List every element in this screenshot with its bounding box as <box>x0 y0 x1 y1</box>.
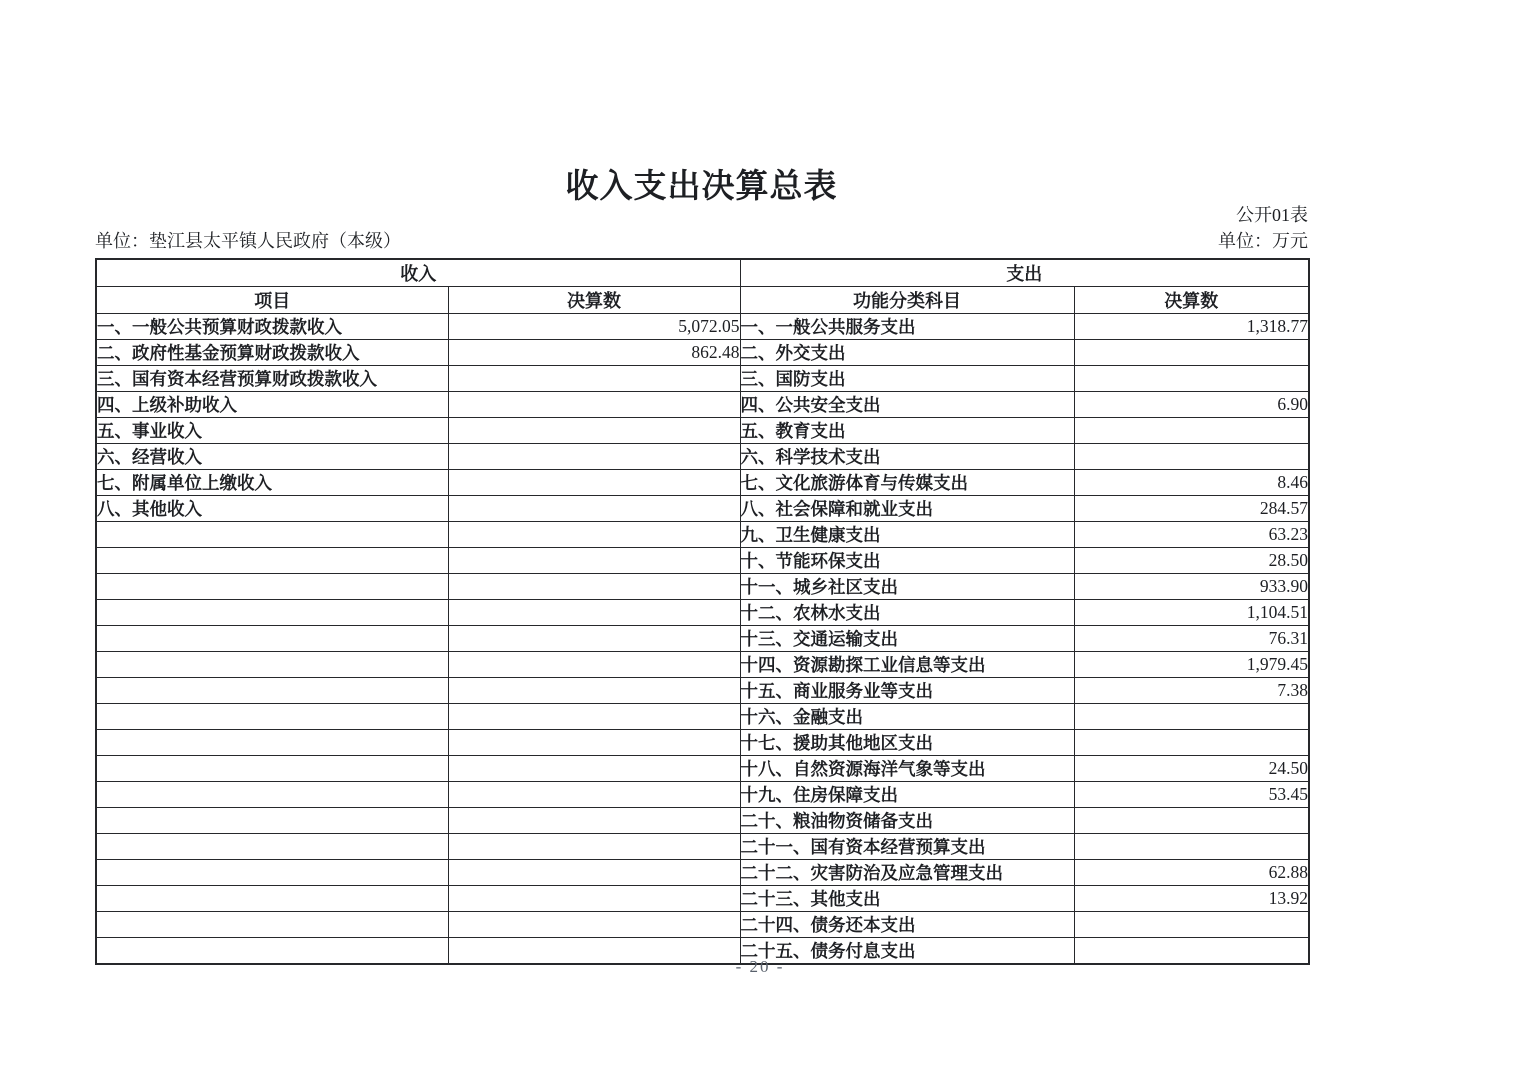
expense-item-header: 功能分类科目 <box>740 287 1074 314</box>
income-amount-cell <box>448 886 740 912</box>
income-item-cell <box>96 834 448 860</box>
expense-item-cell: 八、社会保障和就业支出 <box>740 496 1074 522</box>
income-amount-cell <box>448 756 740 782</box>
income-amount-cell <box>448 600 740 626</box>
expense-amount-cell: 6.90 <box>1074 392 1309 418</box>
table-row <box>96 444 1309 470</box>
expense-amount-cell: 24.50 <box>1074 756 1309 782</box>
expense-amount-cell <box>1074 340 1309 366</box>
expense-amount-cell <box>1074 418 1309 444</box>
income-item-cell <box>96 912 448 938</box>
expense-item-cell: 二十、粮油物资储备支出 <box>740 808 1074 834</box>
income-item-header: 项目 <box>96 287 448 314</box>
income-amount-cell <box>448 574 740 600</box>
unit-name-label: 单位：垫江县太平镇人民政府（本级） <box>95 231 401 251</box>
table-row <box>96 652 1309 678</box>
income-amount-cell <box>448 548 740 574</box>
income-amount-header: 决算数 <box>448 287 740 314</box>
expense-item-cell: 十三、交通运输支出 <box>740 626 1074 652</box>
expense-amount-cell: 8.46 <box>1074 470 1309 496</box>
income-item-cell: 三、国有资本经营预算财政拨款收入 <box>96 366 448 392</box>
expense-item-cell: 二十一、国有资本经营预算支出 <box>740 834 1074 860</box>
table-row <box>96 886 1309 912</box>
expense-item-cell: 六、科学技术支出 <box>740 444 1074 470</box>
income-item-cell: 二、政府性基金预算财政拨款收入 <box>96 340 448 366</box>
income-section-header: 收入 <box>96 259 740 287</box>
table-row <box>96 340 1309 366</box>
expense-item-cell: 十七、援助其他地区支出 <box>740 730 1074 756</box>
expense-item-cell: 二十二、灾害防治及应急管理支出 <box>740 860 1074 886</box>
expense-item-cell: 二十五、债务付息支出 <box>740 938 1074 965</box>
income-item-cell: 一、一般公共预算财政拨款收入 <box>96 314 448 340</box>
income-item-cell: 六、经营收入 <box>96 444 448 470</box>
expense-item-cell: 一、一般公共服务支出 <box>740 314 1074 340</box>
table-row <box>96 600 1309 626</box>
expense-amount-cell <box>1074 730 1309 756</box>
expense-item-cell: 十四、资源勘探工业信息等支出 <box>740 652 1074 678</box>
expense-amount-cell <box>1074 912 1309 938</box>
income-amount-cell: 862.48 <box>448 340 740 366</box>
column-header-row <box>96 287 1309 314</box>
table-row <box>96 496 1309 522</box>
table-row <box>96 704 1309 730</box>
income-item-cell: 七、附属单位上缴收入 <box>96 470 448 496</box>
expense-amount-cell <box>1074 366 1309 392</box>
income-item-cell <box>96 886 448 912</box>
income-amount-cell <box>448 652 740 678</box>
expense-amount-cell: 933.90 <box>1074 574 1309 600</box>
income-amount-cell <box>448 782 740 808</box>
table-row <box>96 756 1309 782</box>
expense-amount-cell <box>1074 834 1309 860</box>
unit-currency-label: 单位：万元 <box>1218 231 1308 251</box>
income-item-cell <box>96 756 448 782</box>
expense-item-cell: 十二、农林水支出 <box>740 600 1074 626</box>
income-item-cell <box>96 548 448 574</box>
expense-amount-cell <box>1074 704 1309 730</box>
expense-amount-cell: 62.88 <box>1074 860 1309 886</box>
expense-amount-cell: 76.31 <box>1074 626 1309 652</box>
expense-item-cell: 二十四、债务还本支出 <box>740 912 1074 938</box>
income-amount-cell <box>448 626 740 652</box>
income-amount-cell <box>448 834 740 860</box>
income-item-cell <box>96 808 448 834</box>
fiscal-summary-table <box>95 258 1310 965</box>
expense-amount-cell <box>1074 444 1309 470</box>
income-item-cell <box>96 600 448 626</box>
expense-amount-cell: 13.92 <box>1074 886 1309 912</box>
table-row <box>96 522 1309 548</box>
expense-amount-cell: 63.23 <box>1074 522 1309 548</box>
page-number: - 20 - <box>735 957 785 976</box>
income-amount-cell <box>448 912 740 938</box>
table-row <box>96 548 1309 574</box>
income-item-cell <box>96 678 448 704</box>
expense-item-cell: 七、文化旅游体育与传媒支出 <box>740 470 1074 496</box>
table-row <box>96 860 1309 886</box>
income-amount-cell <box>448 392 740 418</box>
income-item-cell <box>96 574 448 600</box>
expense-item-cell: 十八、自然资源海洋气象等支出 <box>740 756 1074 782</box>
expense-amount-cell: 28.50 <box>1074 548 1309 574</box>
income-item-cell <box>96 522 448 548</box>
income-amount-cell <box>448 860 740 886</box>
expense-amount-cell: 53.45 <box>1074 782 1309 808</box>
table-row <box>96 366 1309 392</box>
income-item-cell <box>96 652 448 678</box>
table-number-label: 公开01表 <box>1236 205 1308 225</box>
table-row <box>96 782 1309 808</box>
expense-item-cell: 三、国防支出 <box>740 366 1074 392</box>
table-row <box>96 834 1309 860</box>
income-item-cell <box>96 704 448 730</box>
income-item-cell <box>96 860 448 886</box>
expense-item-cell: 十一、城乡社区支出 <box>740 574 1074 600</box>
income-item-cell: 四、上级补助收入 <box>96 392 448 418</box>
income-amount-cell <box>448 808 740 834</box>
income-amount-cell <box>448 470 740 496</box>
expense-amount-cell: 1,979.45 <box>1074 652 1309 678</box>
table-row <box>96 418 1309 444</box>
unit-line <box>95 229 1308 253</box>
income-item-cell: 八、其他收入 <box>96 496 448 522</box>
expense-item-cell: 二、外交支出 <box>740 340 1074 366</box>
income-amount-cell <box>448 496 740 522</box>
expense-amount-cell: 284.57 <box>1074 496 1309 522</box>
page-title: 收入支出决算总表 <box>565 169 838 205</box>
expense-item-cell: 十五、商业服务业等支出 <box>740 678 1074 704</box>
table-row <box>96 626 1309 652</box>
expense-item-cell: 十、节能环保支出 <box>740 548 1074 574</box>
expense-item-cell: 十六、金融支出 <box>740 704 1074 730</box>
income-amount-cell <box>448 704 740 730</box>
income-amount-cell <box>448 444 740 470</box>
expense-item-cell: 十九、住房保障支出 <box>740 782 1074 808</box>
table-row <box>96 314 1309 340</box>
table-row <box>96 808 1309 834</box>
table-row <box>96 678 1309 704</box>
income-amount-cell <box>448 730 740 756</box>
income-item-cell <box>96 730 448 756</box>
section-header-row <box>96 259 1309 287</box>
expense-amount-cell: 1,104.51 <box>1074 600 1309 626</box>
table-row <box>96 574 1309 600</box>
expense-amount-cell <box>1074 808 1309 834</box>
expense-item-cell: 九、卫生健康支出 <box>740 522 1074 548</box>
table-row <box>96 730 1309 756</box>
income-amount-cell <box>448 418 740 444</box>
income-amount-cell: 5,072.05 <box>448 314 740 340</box>
income-item-cell <box>96 782 448 808</box>
income-amount-cell <box>448 366 740 392</box>
table-row <box>96 912 1309 938</box>
table-row <box>96 470 1309 496</box>
expense-amount-cell: 1,318.77 <box>1074 314 1309 340</box>
expense-item-cell: 二十三、其他支出 <box>740 886 1074 912</box>
expense-item-cell: 四、公共安全支出 <box>740 392 1074 418</box>
expense-item-cell: 五、教育支出 <box>740 418 1074 444</box>
income-amount-cell <box>448 678 740 704</box>
expense-amount-header: 决算数 <box>1074 287 1309 314</box>
income-amount-cell <box>448 522 740 548</box>
expense-amount-cell: 7.38 <box>1074 678 1309 704</box>
table-row <box>96 392 1309 418</box>
expense-section-header: 支出 <box>740 259 1309 287</box>
income-item-cell <box>96 626 448 652</box>
income-item-cell: 五、事业收入 <box>96 418 448 444</box>
